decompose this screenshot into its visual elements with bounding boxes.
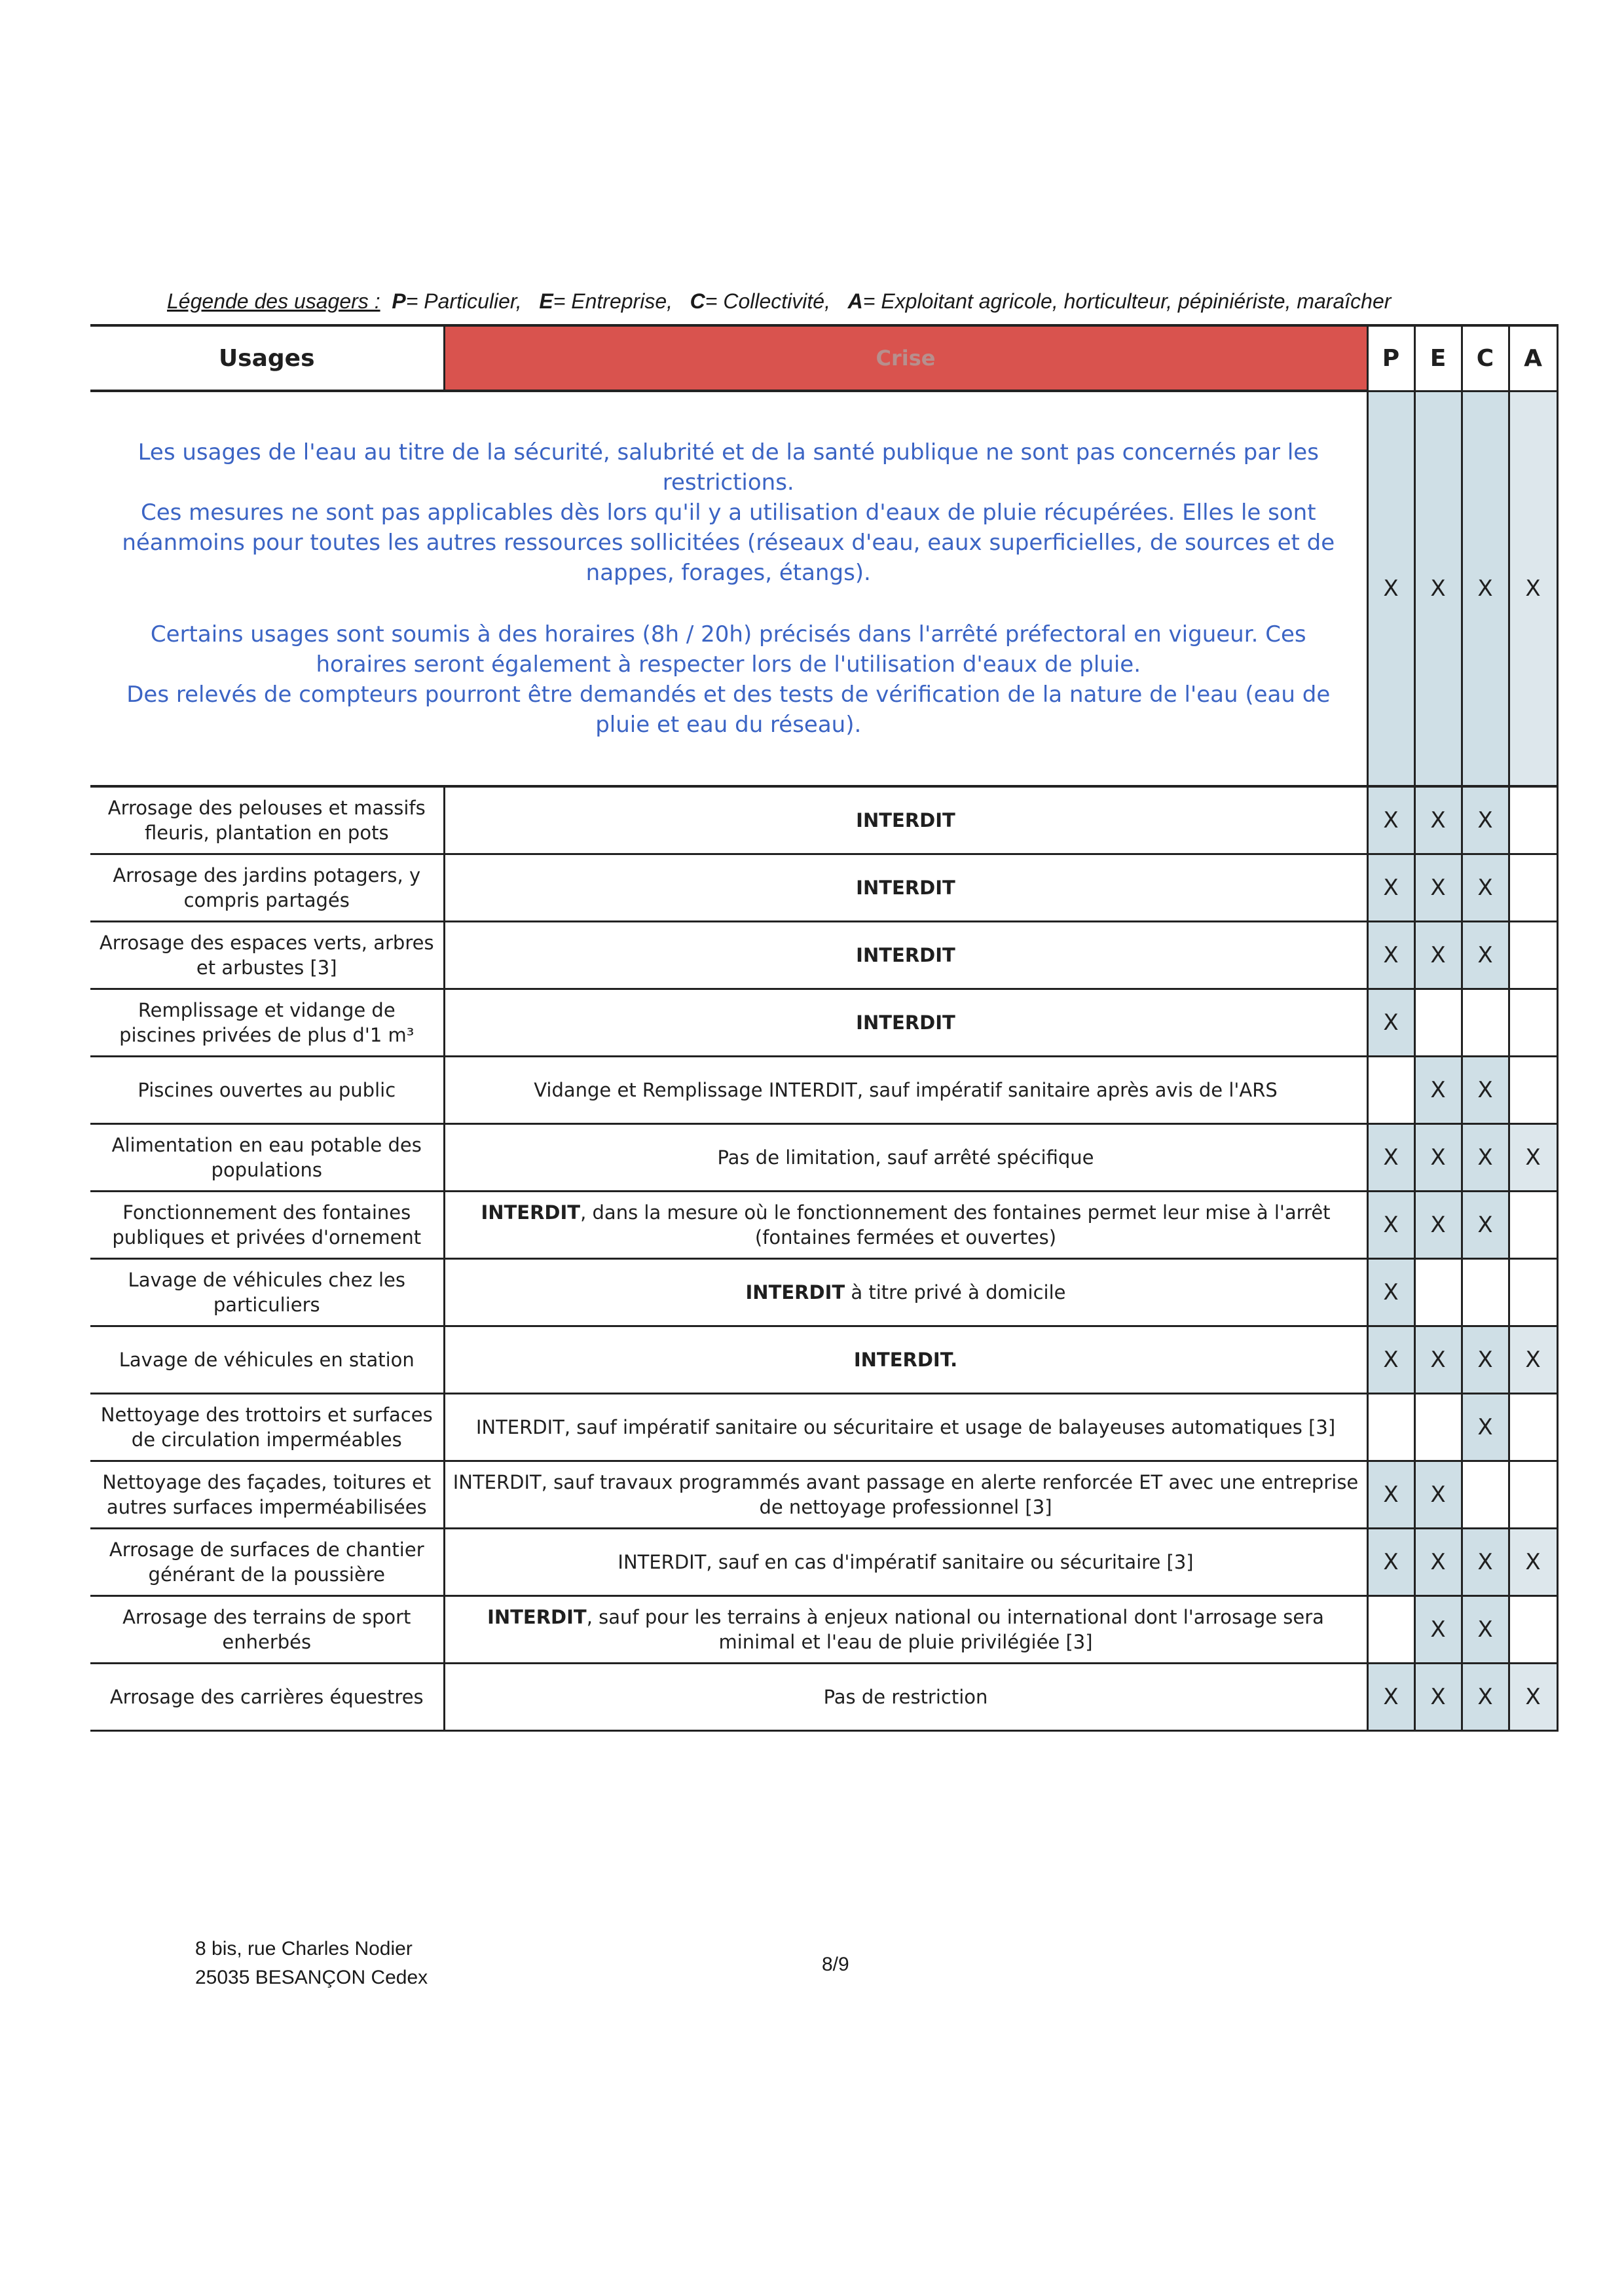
flag-cell: X	[1367, 1664, 1414, 1731]
measure-text	[444, 1259, 1367, 1326]
flag-cell: X	[1462, 1596, 1509, 1664]
measure-bold: INTERDIT	[856, 877, 955, 899]
flag-cell	[1367, 1394, 1414, 1461]
address-line: 25035 BESANÇON Cedex	[195, 1967, 428, 1988]
flag-cell: X	[1414, 1057, 1462, 1124]
flag-cell: X	[1509, 1664, 1557, 1731]
table-row	[90, 1192, 1557, 1259]
table-row	[90, 1057, 1557, 1124]
flag-cell	[1509, 786, 1557, 854]
flag-cell	[1462, 1461, 1509, 1529]
address-line: 8 bis, rue Charles Nodier	[195, 1938, 413, 1959]
flag-cell: X	[1414, 786, 1462, 854]
info-line: Certains usages sont soumis à des horaires (8h / 20h) précisés dans l'arrêté préfectoral en vigueur. Ces horaires seront également à respecter lors de l'utilisation d'eaux de pluie.	[150, 621, 1306, 678]
legend	[167, 289, 1477, 314]
flag-cell	[1509, 1461, 1557, 1529]
flag-cell: X	[1367, 854, 1414, 922]
flag-cell: X	[1462, 1394, 1509, 1461]
page-number: 8/9	[822, 1954, 849, 1975]
flag-cell	[1509, 922, 1557, 989]
table-row	[90, 1259, 1557, 1326]
flag-cell	[1367, 1596, 1414, 1664]
flag-cell: X	[1462, 391, 1509, 786]
flag-cell: X	[1462, 1529, 1509, 1596]
table-row	[90, 1394, 1557, 1461]
usage-label: Arrosage des carrières équestres	[90, 1664, 444, 1731]
restrictions-table	[90, 324, 1557, 1732]
table-row	[90, 1596, 1557, 1664]
flag-cell: X	[1462, 1664, 1509, 1731]
table-row	[90, 1664, 1557, 1731]
legend-label-a: = Exploitant agricole, horticulteur, pépiniériste, maraîcher	[862, 289, 1392, 313]
table-row	[90, 922, 1557, 989]
usage-label: Nettoyage des trottoirs et surfaces de circulation imperméables	[90, 1394, 444, 1461]
legend-code-p: P	[392, 289, 406, 313]
legend-label-p: = Particulier,	[405, 289, 522, 313]
measure-text	[444, 1394, 1367, 1461]
flag-cell: X	[1367, 1259, 1414, 1326]
measure-text	[444, 1461, 1367, 1529]
measure-text	[444, 1192, 1367, 1259]
table-row	[90, 1529, 1557, 1596]
usage-label: Piscines ouvertes au public	[90, 1057, 444, 1124]
header-flag-p: P	[1367, 325, 1414, 391]
flag-cell: X	[1367, 1326, 1414, 1394]
flag-cell: X	[1414, 1326, 1462, 1394]
flag-cell: X	[1462, 1057, 1509, 1124]
flag-cell	[1414, 989, 1462, 1057]
measure-bold: INTERDIT	[745, 1281, 845, 1303]
header-flag-a: A	[1509, 325, 1557, 391]
usage-label: Lavage de véhicules chez les particuliers	[90, 1259, 444, 1326]
flag-cell	[1509, 854, 1557, 922]
header-flag-e: E	[1414, 325, 1462, 391]
flag-cell: X	[1414, 922, 1462, 989]
usage-label: Remplissage et vidange de piscines privées de plus d'1 m³	[90, 989, 444, 1057]
table-row	[90, 786, 1557, 854]
measure-text	[444, 1596, 1367, 1664]
table-row	[90, 1326, 1557, 1394]
info-line: Des relevés de compteurs pourront être demandés et des tests de vérification de la nature de l'eau (eau de pluie et eau du réseau).	[126, 682, 1331, 738]
footer-address	[195, 1935, 428, 1992]
table-row	[90, 989, 1557, 1057]
legend-code-e: E	[539, 289, 553, 313]
measure-text	[444, 786, 1367, 854]
usage-label: Fonctionnement des fontaines publiques et privées d'ornement	[90, 1192, 444, 1259]
flag-cell: X	[1462, 1326, 1509, 1394]
flag-cell: X	[1414, 391, 1462, 786]
flag-cell: X	[1367, 1192, 1414, 1259]
measure-detail: , dans la mesure où le fonctionnement des fontaines permet leur mise à l'arrêt (fontaines fermées et ouvertes)	[580, 1201, 1331, 1248]
flag-cell: X	[1509, 1529, 1557, 1596]
measure-bold: INTERDIT	[856, 809, 955, 831]
measure-text	[444, 1326, 1367, 1394]
table-row	[90, 1124, 1557, 1192]
flag-cell: X	[1414, 1461, 1462, 1529]
flag-cell	[1367, 1057, 1414, 1124]
header-usages: Usages	[90, 325, 444, 391]
flag-cell: X	[1367, 989, 1414, 1057]
flag-cell: X	[1414, 1596, 1462, 1664]
flag-cell: X	[1367, 391, 1414, 786]
flag-cell	[1509, 989, 1557, 1057]
measure-text	[444, 1124, 1367, 1192]
flag-cell: X	[1414, 1529, 1462, 1596]
measure-detail: Vidange et Remplissage INTERDIT, sauf impératif sanitaire après avis de l'ARS	[534, 1079, 1278, 1101]
flag-cell	[1509, 1394, 1557, 1461]
usage-label: Arrosage des espaces verts, arbres et arbustes [3]	[90, 922, 444, 989]
flag-cell	[1462, 1259, 1509, 1326]
usage-label: Alimentation en eau potable des populations	[90, 1124, 444, 1192]
usage-label: Arrosage de surfaces de chantier générant de la poussière	[90, 1529, 444, 1596]
measure-detail: à titre privé à domicile	[845, 1281, 1066, 1303]
measure-detail: Pas de restriction	[823, 1686, 988, 1708]
usage-label: Nettoyage des façades, toitures et autres surfaces imperméabilisées	[90, 1461, 444, 1529]
measure-bold: INTERDIT	[481, 1201, 581, 1224]
legend-label-c: = Collectivité,	[705, 289, 830, 313]
usage-label: Arrosage des jardins potagers, y compris partagés	[90, 854, 444, 922]
flag-cell	[1509, 1596, 1557, 1664]
flag-cell	[1462, 989, 1509, 1057]
table-header	[90, 325, 1557, 391]
flag-cell: X	[1414, 1192, 1462, 1259]
flag-cell	[1414, 1394, 1462, 1461]
measure-detail: , sauf pour les terrains à enjeux national ou international dont l'arrosage sera minimal et l'eau de pluie privilégiée [3]	[586, 1606, 1324, 1653]
measure-bold: INTERDIT	[487, 1606, 587, 1628]
flag-cell: X	[1367, 922, 1414, 989]
info-text	[90, 391, 1367, 786]
measure-text	[444, 922, 1367, 989]
measure-detail: INTERDIT, sauf impératif sanitaire ou sécuritaire et usage de balayeuses automatiques [3]	[475, 1416, 1336, 1438]
flag-cell: X	[1509, 1124, 1557, 1192]
measure-bold: INTERDIT	[856, 1011, 955, 1034]
measure-text	[444, 989, 1367, 1057]
flag-cell: X	[1462, 854, 1509, 922]
header-crise: Crise	[444, 325, 1367, 391]
legend-code-c: C	[690, 289, 705, 313]
flag-cell	[1414, 1259, 1462, 1326]
flag-cell: X	[1367, 1529, 1414, 1596]
measure-bold: INTERDIT.	[853, 1349, 958, 1371]
legend-title: Légende des usagers :	[167, 289, 380, 313]
flag-cell: X	[1462, 786, 1509, 854]
info-row	[90, 391, 1557, 786]
measure-detail: INTERDIT, sauf en cas d'impératif sanitaire ou sécuritaire [3]	[618, 1551, 1194, 1573]
flag-cell	[1509, 1192, 1557, 1259]
legend-label-e: = Entreprise,	[553, 289, 673, 313]
header-flag-c: C	[1462, 325, 1509, 391]
flag-cell: X	[1367, 786, 1414, 854]
flag-cell: X	[1414, 854, 1462, 922]
table-row	[90, 1461, 1557, 1529]
measure-text	[444, 1529, 1367, 1596]
flag-cell: X	[1509, 391, 1557, 786]
table-row	[90, 854, 1557, 922]
usage-label: Lavage de véhicules en station	[90, 1326, 444, 1394]
measure-detail: Pas de limitation, sauf arrêté spécifique	[717, 1146, 1094, 1169]
flag-cell: X	[1367, 1124, 1414, 1192]
flag-cell: X	[1367, 1461, 1414, 1529]
flag-cell	[1509, 1259, 1557, 1326]
flag-cell: X	[1462, 1192, 1509, 1259]
flag-cell: X	[1509, 1326, 1557, 1394]
flag-cell: X	[1462, 1124, 1509, 1192]
flag-cell: X	[1414, 1124, 1462, 1192]
flag-cell: X	[1462, 922, 1509, 989]
flag-cell: X	[1414, 1664, 1462, 1731]
legend-code-a: A	[847, 289, 863, 313]
info-line: Les usages de l'eau au titre de la sécurité, salubrité et de la santé publique ne sont pas concernés par les restrictions.	[138, 439, 1319, 496]
flag-cell	[1509, 1057, 1557, 1124]
measure-text	[444, 1664, 1367, 1731]
measure-detail: INTERDIT, sauf travaux programmés avant passage en alerte renforcée ET avec une entreprise de nettoyage professionnel [3]	[452, 1471, 1359, 1518]
measure-text	[444, 1057, 1367, 1124]
measure-bold: INTERDIT	[856, 944, 955, 966]
usage-label: Arrosage des terrains de sport enherbés	[90, 1596, 444, 1664]
info-line: Ces mesures ne sont pas applicables dès lors qu'il y a utilisation d'eaux de pluie récupérées. Elles le sont néanmoins pour toutes les autres ressources sollicitées (réseaux d'eau, eaux superficielles, de sources et de nappes, forages, étangs).	[122, 500, 1335, 586]
measure-text	[444, 854, 1367, 922]
usage-label: Arrosage des pelouses et massifs fleuris, plantation en pots	[90, 786, 444, 854]
